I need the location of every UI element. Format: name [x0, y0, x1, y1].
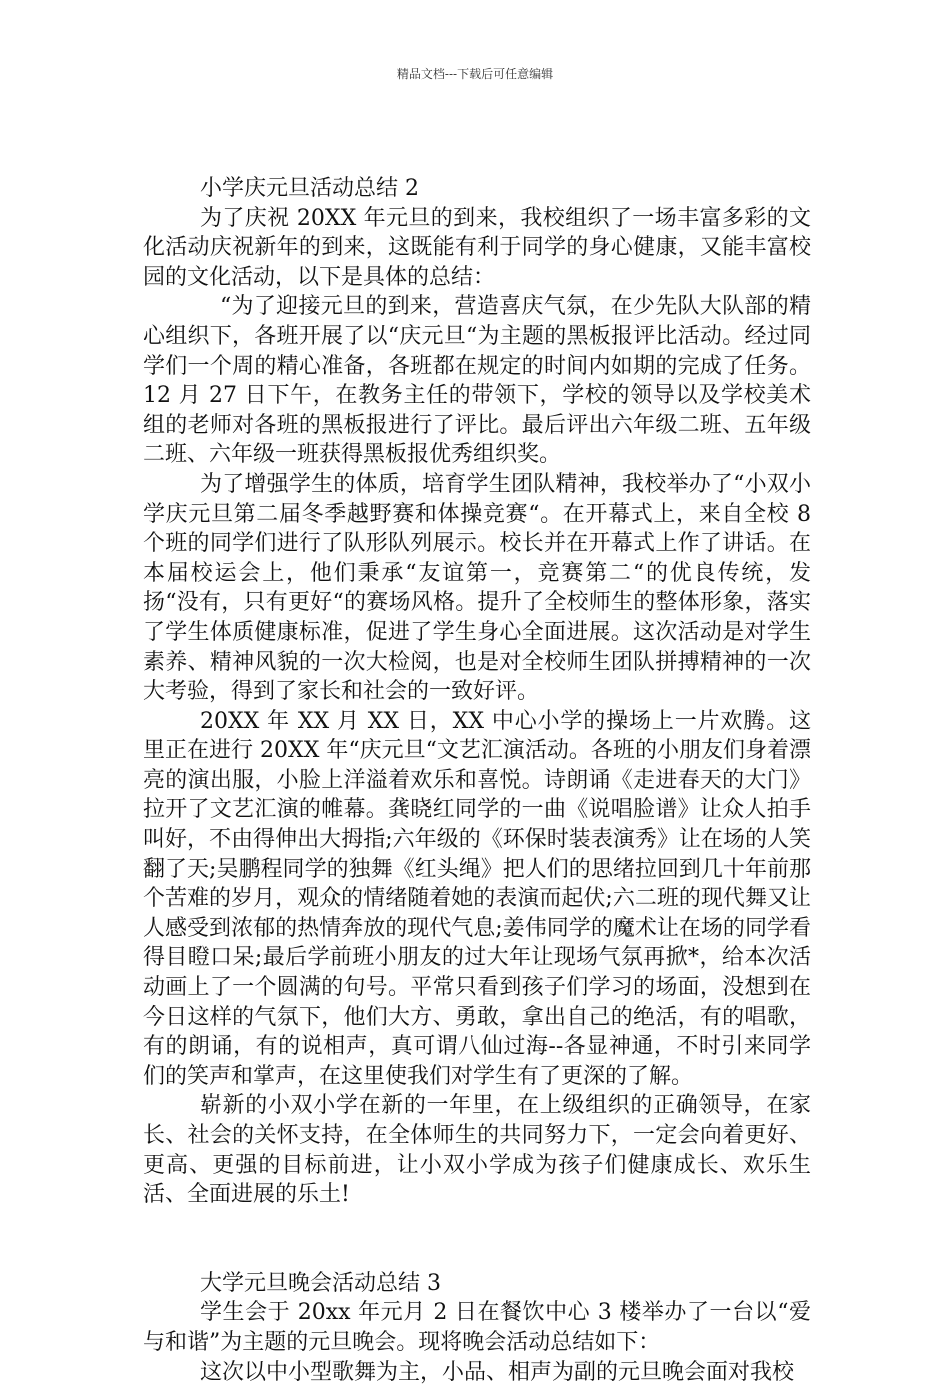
- section-2-paragraph-3: 为了增强学生的体质，培育学生团队精神，我校举办了“小双小学庆元旦第二届冬季越野赛和体操竞赛“。在开幕式上，来自全校 8 个班的同学们进行了队形队列展示。校长并在开幕式上作了讲话。在本届校运会上，他们秉承“友谊第一，竞赛第二“的优良传统，发扬“没有，只有更好“的赛场风格。提升了全校师生的整体形象，落实了学生体质健康标准，促进了学生身心全面进展。这次活动是对学生素养、精神风貌的一次大检阅，也是对全校师生团队拼搏精神的一次大考验，得到了家长和社会的一致好评。: [143, 471, 811, 705]
- document-body: [143, 174, 811, 1387]
- section-2-paragraph-2: “为了迎接元旦的到来，营造喜庆气氛，在少先队大队部的精心组织下，各班开展了以“庆元旦“为主题的黑板报评比活动。经过同学们一个周的精心准备，各班都在规定的时间内如期的完成了任务。12 月 27 日下午，在教务主任的带领下，学校的领导以及学校美术组的老师对各班的黑板报进行了评比。最后评出六年级二班、五年级二班、六年级一班获得黑板报优秀组织奖。: [143, 294, 811, 468]
- section-3-title: 大学元旦晚会活动总结 3: [200, 1270, 441, 1296]
- section-2-paragraph-5: 崭新的小双小学在新的一年里，在上级组织的正确领导，在家长、社会的关怀支持，在全体师生的共同努力下，一定会向着更好、更高、更强的目标前进，让小双小学成为孩子们健康成长、欢乐生活、全面进展的乐土!: [143, 1093, 811, 1208]
- header-watermark-text: 精品文档---下载后可任意编辑: [396, 67, 554, 81]
- section-3-paragraph-2: 这次以中小型歌舞为主，小品、相声为副的元旦晚会面对我校: [200, 1359, 795, 1385]
- section-2-paragraph-4: 20XX 年 XX 月 XX 日，XX 中心小学的操场上一片欢腾。这里正在进行 20XX 年“庆元旦“文艺汇演活动。各班的小朋友们身着漂亮的演出服，小脸上洋溢着欢乐和喜悦。诗朗诵《走进春天的大门》拉开了文艺汇演的帷幕。龚晓红同学的一曲《说唱脸谱》让众人拍手叫好，不由得伸出大拇指;六年级的《环保时装表演秀》让在场的人笑翻了天;吴鹏程同学的独舞《红头绳》把人们的思绪拉回到几十年前那个苦难的岁月，观众的情绪随着她的表演而起伏;六二班的现代舞又让人感受到浓郁的热情奔放的现代气息;姜伟同学的魔术让在场的同学看得目瞪口呆;最后学前班小朋友的过大年让现场气氛再掀*，给本次活动画上了一个圆满的句号。平常只看到孩子们学习的场面，没想到在今日这样的气氛下，他们大方、勇敢，拿出自己的绝活，有的唱歌，有的朗诵，有的说相声，真可谓八仙过海--各显神通，不时引来同学们的笑声和掌声，在这里使我们对学生有了更深的了解。: [143, 708, 811, 1089]
- section-spacer: [143, 1210, 811, 1269]
- section-2-paragraph-1: 为了庆祝 20XX 年元旦的到来，我校组织了一场丰富多彩的文化活动庆祝新年的到来，这既能有利于同学的身心健康，又能丰富校园的文化活动，以下是具体的总结：: [143, 205, 811, 290]
- document-header: [0, 66, 950, 82]
- section-2-title: 小学庆元旦活动总结 2: [200, 176, 419, 201]
- section-3-paragraph-1: 学生会于 20xx 年元月 2 日在餐饮中心 3 楼举办了一台以“爱与和谐”为主题的元旦晚会。现将晚会活动总结如下：: [143, 1300, 811, 1355]
